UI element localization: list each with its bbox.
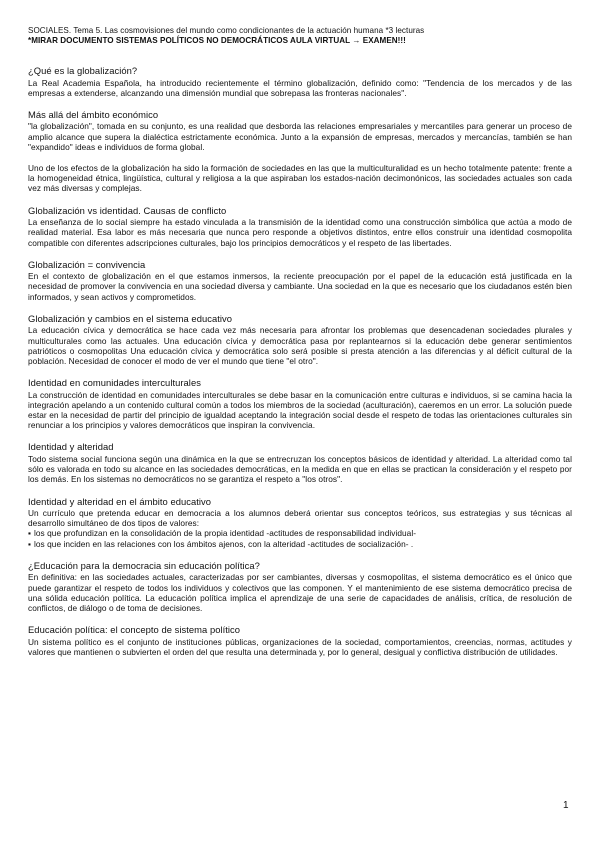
section: [28, 624, 572, 657]
section-paragraph: "la globalización", tomada en su conjunto, es una realidad que desborda las relaciones empresariales y mercantiles para generar un proceso de amplio alcance que supera la dialéctica estrictamente económica. Junto a la expansión de empresas, mercados y mercancías, también se han "expandido" ideas e individuos de forma global.: [28, 121, 572, 152]
document-body: [28, 65, 572, 657]
section-paragraph: Todo sistema social funciona según una dinámica en la que se entrecruzan los conceptos básicos de identidad y alteridad. La alteridad como tal sólo es valorada en todo su alcance en las sociedades democráticas, en la medida en que en ellas se practican la consideración y el respeto por los demás. En los sistemas no democráticos no se garantiza el respeto a "los otros".: [28, 453, 572, 485]
bullet-square-icon: ▪: [28, 538, 31, 549]
section-heading: Identidad y alteridad en el ámbito educativo: [28, 495, 212, 507]
bullet-item: [28, 528, 572, 538]
section-paragraph: Un currículo que pretenda educar en democracia a los alumnos deberá orientar sus conceptos teóricos, sus estrategias y sus técnicas al desarrollo simultáneo de dos tipos de valores:: [28, 508, 572, 529]
page-number: 1: [563, 800, 569, 811]
section: [28, 313, 572, 366]
section-paragraph: En definitiva: en las sociedades actuales, caracterizadas por ser cambiantes, diversas y cosmopolitas, el sistema democrático es el único que puede garantizar el respeto de todos los individuos y colectivos que las componen. Y el mantenimiento de ese sistema democrático precisa de una sólida educación política. La educación política implica el aprendizaje de una serie de capacidades de análisis, crítica, de resolución de conflictos, de diálogo o de toma de decisiones.: [28, 572, 572, 613]
section-paragraph: Un sistema político es el conjunto de instituciones públicas, organizaciones de la sociedad, comportamientos, creencias, normas, actitudes y valores que mantienen o subvierten el orden del que resulta una determinada y, por lo general, desigual y conflictiva distribución de utilidades.: [28, 636, 572, 657]
section-heading: Globalización y cambios en el sistema educativo: [28, 312, 233, 324]
section-paragraph: La educación cívica y democrática se hace cada vez más necesaria para afrontar los problemas que desencadenan sociedades plurales y multiculturales como las actuales. Una educación cívica y democrática pasa por replantearnos si la educación debe generar sentimientos patrióticos o cosmopolitas Una educación cívica y democrática solo será posible si presta atención a las diferencias y al déficit cultural de la población. Necesidad de conocer el modo de ver el mundo que tiene "el otro".: [28, 325, 572, 366]
section: [28, 109, 572, 194]
bullet-item: [28, 539, 572, 549]
section: [28, 65, 572, 98]
section-heading: ¿Educación para la democracia sin educación política?: [28, 559, 260, 571]
section-heading: Identidad en comunidades interculturales: [28, 377, 201, 389]
section: [28, 259, 572, 302]
section-heading: Educación política: el concepto de sistema político: [28, 624, 241, 636]
section-paragraph: La enseñanza de lo social siempre ha estado vinculada a la transmisión de la identidad como una construcción simbólica que actúa a modo de realidad material. Esa labor es más necesaria que nunca pero responde a objetivos distintos, entre ellos construir una identidad cosmopolita compatible con diferentes adscripciones culturales, bajo los principios democráticos y el respeto de las libertades.: [28, 217, 572, 248]
section: [28, 441, 572, 484]
header-title: SOCIALES. Tema 5. Las cosmovisiones del mundo como condicionantes de la actuación humana *3 lecturas: [28, 26, 425, 35]
section-heading: Identidad y alteridad: [28, 441, 114, 453]
document-header: [28, 26, 572, 46]
section-heading: Globalización vs identidad. Causas de conflicto: [28, 204, 227, 216]
section-paragraph: En el contexto de globalización en el que estamos inmersos, la reciente preocupación por el papel de la educación está justificada en la necesidad de promover la convivencia en una sociedad diversa y cambiante. Una sociedad en la que es necesario que los ciudadanos estén bien informados, y sean activos y comprometidos.: [28, 271, 572, 302]
section: [28, 560, 572, 613]
section: [28, 205, 572, 248]
section-heading: Globalización = convivencia: [28, 258, 146, 270]
section-heading: ¿Qué es la globalización?: [28, 65, 138, 76]
header-note: *MIRAR DOCUMENTO SISTEMAS POLÍTICOS NO DEMOCRÁTICOS AULA VIRTUAL → EXAMEN!!!: [28, 36, 406, 45]
section-paragraph: La Real Academia Española, ha introducido recientemente el término globalización, definido como: "Tendencia de los mercados y de las empresas a extenderse, alcanzando una dimensión mundial que sobrepasa las fronteras nacionales".: [28, 77, 572, 98]
section-paragraph: La construcción de identidad en comunidades interculturales se debe basar en la comunicación entre culturas e individuos, si se camina hacia la integración apelando a un contenido cultural común a todos los miembros de la sociedad (aculturación), caeremos en un error. La solución puede estar en la necesidad de partir del principio de igualdad aceptando la integración social desde el respeto de todas las orientaciones culturales sin renunciar a los principios y valores democráticos que inspiran la convivencia.: [28, 389, 572, 431]
bullet-text: los que inciden en las relaciones con los ámbitos ajenos, con la alteridad -actitudes de socialización- .: [34, 538, 414, 549]
bullet-square-icon: ▪: [28, 528, 31, 539]
document-page: [28, 26, 572, 668]
section-paragraph: Uno de los efectos de la globalización ha sido la formación de sociedades en las que la multiculturalidad es un hecho totalmente patente: frente a la homogeneidad étnica, lingüística, cultural y religiosa a la que aspiraban los estados-nación decimonónicos, las sociedades actuales son cada vez más diversas y complejas.: [28, 163, 572, 194]
section-heading: Más allá del ámbito económico: [28, 108, 159, 120]
bullet-text: los que profundizan en la consolidación de la propia identidad -actitudes de responsabilidad individual-: [34, 528, 417, 539]
section: [28, 496, 572, 549]
section: [28, 377, 572, 430]
